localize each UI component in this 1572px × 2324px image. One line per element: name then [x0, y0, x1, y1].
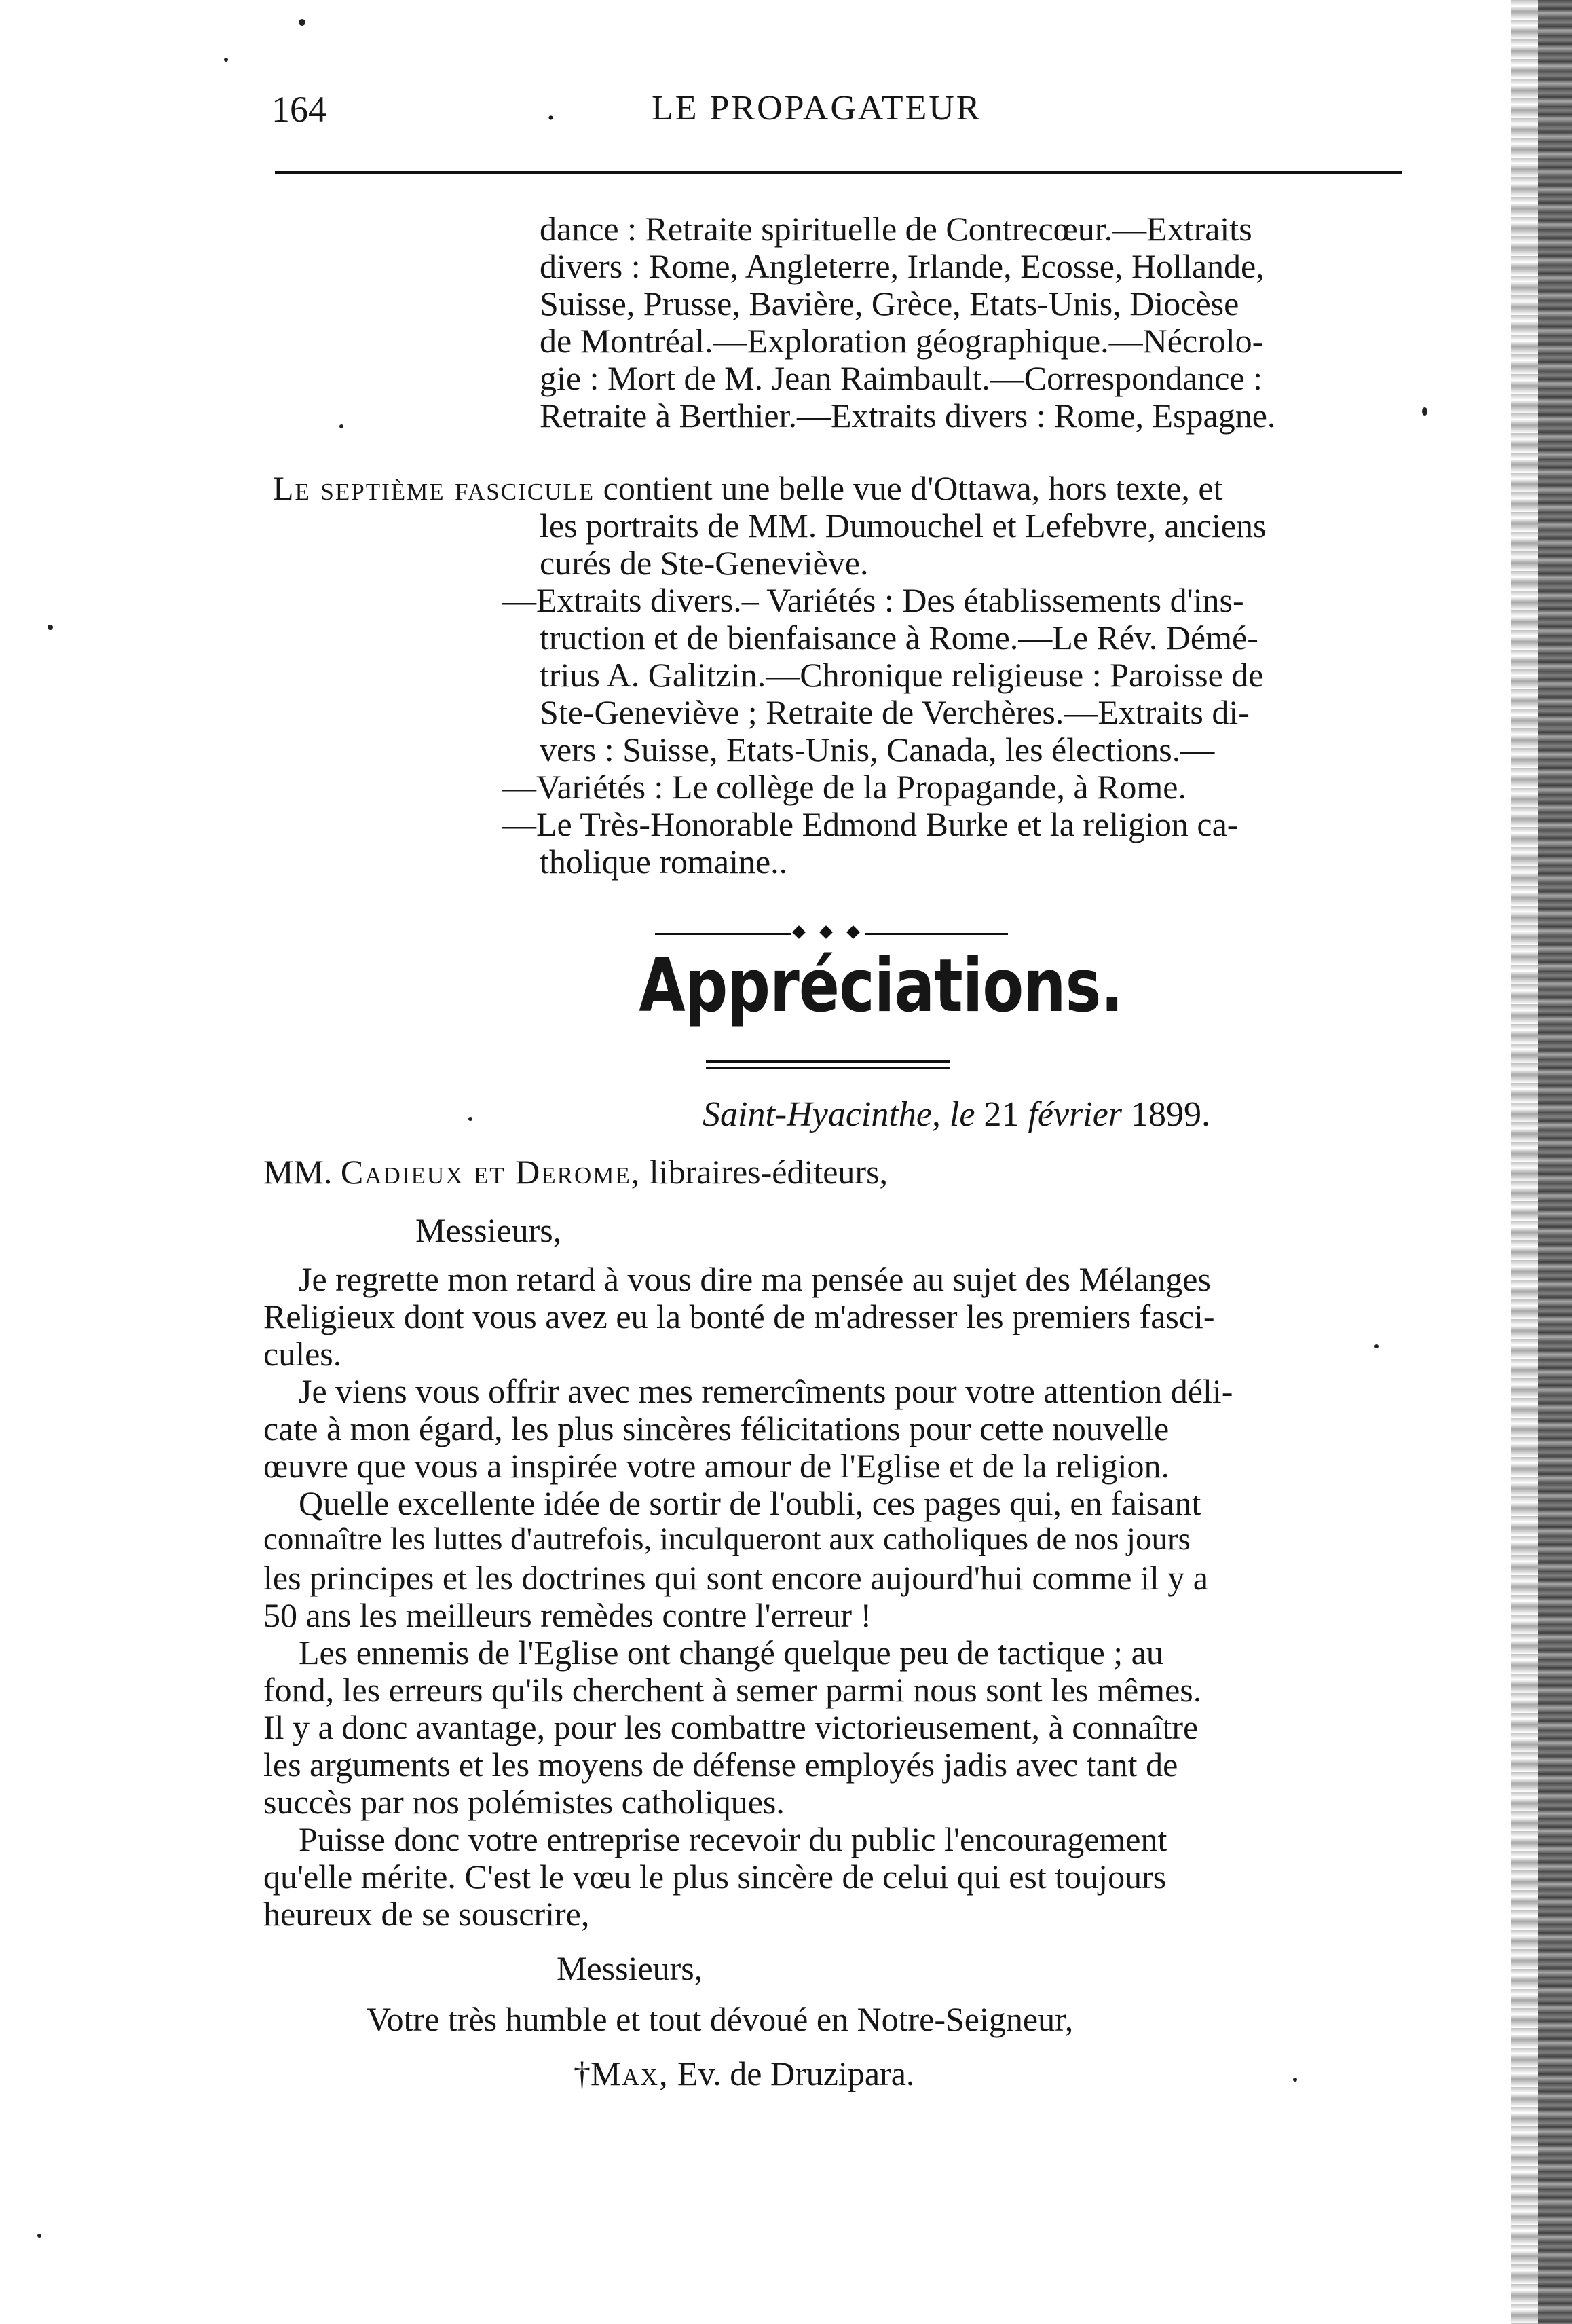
signature-name: Max, — [591, 2054, 669, 2092]
letter-month: février — [1028, 1095, 1123, 1134]
letter-closing: Votre très humble et tout dévoué en Notre-Seigneur, — [367, 2000, 1074, 2038]
text-line: Religieux dont vous avez eu la bonté de m'adresser les premiers fasci- — [263, 1297, 1215, 1335]
addressee-mm: MM. — [263, 1153, 333, 1191]
running-title: LE PROPAGATEUR — [652, 89, 982, 128]
scan-speck — [299, 19, 305, 26]
text-line: curés de Ste-Geneviève. — [540, 544, 869, 582]
text-line: Je regrette mon retard à vous dire ma pensée au sujet des Mélanges — [299, 1260, 1211, 1298]
text-line: vers : Suisse, Etats-Unis, Canada, les élections.— — [540, 731, 1215, 769]
header-rule — [275, 171, 1402, 174]
entry-first-line — [273, 468, 1223, 508]
letter-date-prefix: le — [949, 1095, 975, 1134]
text-line: divers : Rome, Angleterre, Irlande, Ecosse, Hollande, — [540, 247, 1265, 285]
title-double-rule — [706, 1060, 950, 1070]
page-header — [272, 88, 1398, 143]
scan-speck — [468, 1117, 472, 1121]
scan-speck — [1293, 2078, 1297, 2082]
text-line: Ste-Geneviève ; Retraite de Verchères.—Extraits di- — [540, 693, 1250, 731]
text-line: Quelle excellente idée de sortir de l'oubli, ces pages qui, en faisant — [299, 1484, 1201, 1522]
text-line: Les ennemis de l'Eglise ont changé quelque peu de tactique ; au — [299, 1634, 1163, 1672]
text-line: Je viens vous offrir avec mes remercîments pour votre attention déli- — [299, 1372, 1233, 1410]
scan-speck — [48, 625, 53, 630]
text-line: œuvre que vous a inspirée votre amour de l'Eglise et de la religion. — [263, 1447, 1169, 1485]
letter-year: 1899. — [1131, 1095, 1211, 1134]
binding-edge — [1538, 0, 1572, 2324]
text-line: qu'elle mérite. C'est le vœu le plus sincère de celui qui est toujours — [263, 1858, 1167, 1896]
addressee-names: Cadieux et Derome, — [340, 1153, 641, 1191]
section-title: Appréciations. — [639, 944, 1123, 1029]
letter-day: 21 — [984, 1095, 1019, 1134]
addressee-rest: libraires-éditeurs, — [649, 1153, 888, 1191]
text-line: 50 ans les meilleurs remèdes contre l'erreur ! — [263, 1596, 872, 1634]
text-line: Il y a donc avantage, pour les combattre victorieusement, à connaître — [263, 1708, 1199, 1746]
text-line: de Montréal.—Exploration géographique.—Nécrolo- — [540, 322, 1264, 360]
text-line: gie : Mort de M. Jean Raimbault.—Correspondance : — [540, 359, 1263, 397]
entry-lead-label: Le septième fascicule — [273, 469, 595, 507]
text-line: les arguments et les moyens de défense employés jadis avec tant de — [263, 1746, 1178, 1784]
header-dot: . — [546, 89, 555, 128]
text-line: Retraite à Berthier.—Extraits divers : Rome, Espagne. — [540, 396, 1276, 435]
letter-signature — [574, 2054, 914, 2093]
text-line: les principes et les doctrines qui sont encore aujourd'hui comme il y a — [263, 1559, 1208, 1597]
text-line: Suisse, Prusse, Bavière, Grèce, Etats-Unis, Diocèse — [540, 284, 1239, 322]
scan-speck — [1422, 407, 1427, 416]
text-line: truction et de bienfaisance à Rome.—Le Rév. Démé- — [540, 619, 1258, 657]
scan-speck — [1374, 1344, 1379, 1348]
text-line: —Le Très-Honorable Edmond Burke et la religion ca- — [502, 805, 1239, 843]
text-line: —Extraits divers.– Variétés : Des établissements d'ins- — [502, 581, 1244, 619]
signature-title: Ev. de Druzipara. — [677, 2054, 915, 2092]
letter-closing-salutation: Messieurs, — [557, 1949, 703, 1987]
scan-speck — [224, 58, 228, 62]
text-line: les portraits de MM. Dumouchel et Lefebvre, anciens — [540, 506, 1267, 545]
entry-first-line-rest: contient une belle vue d'Ottawa, hors texte, et — [603, 469, 1223, 507]
letter-addressee — [263, 1152, 888, 1192]
text-line: cules. — [263, 1335, 342, 1373]
letter-dateline — [703, 1094, 1210, 1135]
binding-shadow — [1511, 0, 1538, 2324]
text-line: —Variétés : Le collège de la Propagande, à Rome. — [502, 768, 1186, 806]
text-line: Puisse donc votre entreprise recevoir du public l'encouragement — [299, 1820, 1167, 1858]
text-line: tholique romaine.. — [540, 843, 788, 881]
text-line: dance : Retraite spirituelle de Contrecœur.—Extraits — [540, 210, 1252, 248]
text-line: succès par nos polémistes catholiques. — [263, 1783, 785, 1821]
ornamental-separator — [655, 930, 1008, 937]
text-line: fond, les erreurs qu'ils cherchent à semer parmi nous sont les mêmes. — [263, 1671, 1202, 1709]
signature-cross: † — [574, 2054, 591, 2092]
text-line: heureux de se souscrire, — [263, 1895, 590, 1933]
letter-salutation: Messieurs, — [415, 1211, 562, 1249]
scan-speck — [339, 424, 343, 428]
page-number: 164 — [272, 89, 326, 130]
text-line: trius A. Galitzin.—Chronique religieuse : Paroisse de — [540, 656, 1264, 694]
text-line: cate à mon égard, les plus sincères félicitations pour cette nouvelle — [263, 1409, 1169, 1447]
scan-speck — [37, 2234, 41, 2238]
letter-place: Saint-Hyacinthe, — [703, 1095, 941, 1134]
text-line: connaître les luttes d'autrefois, inculqueront aux catholiques de nos jours — [263, 1521, 1191, 1557]
